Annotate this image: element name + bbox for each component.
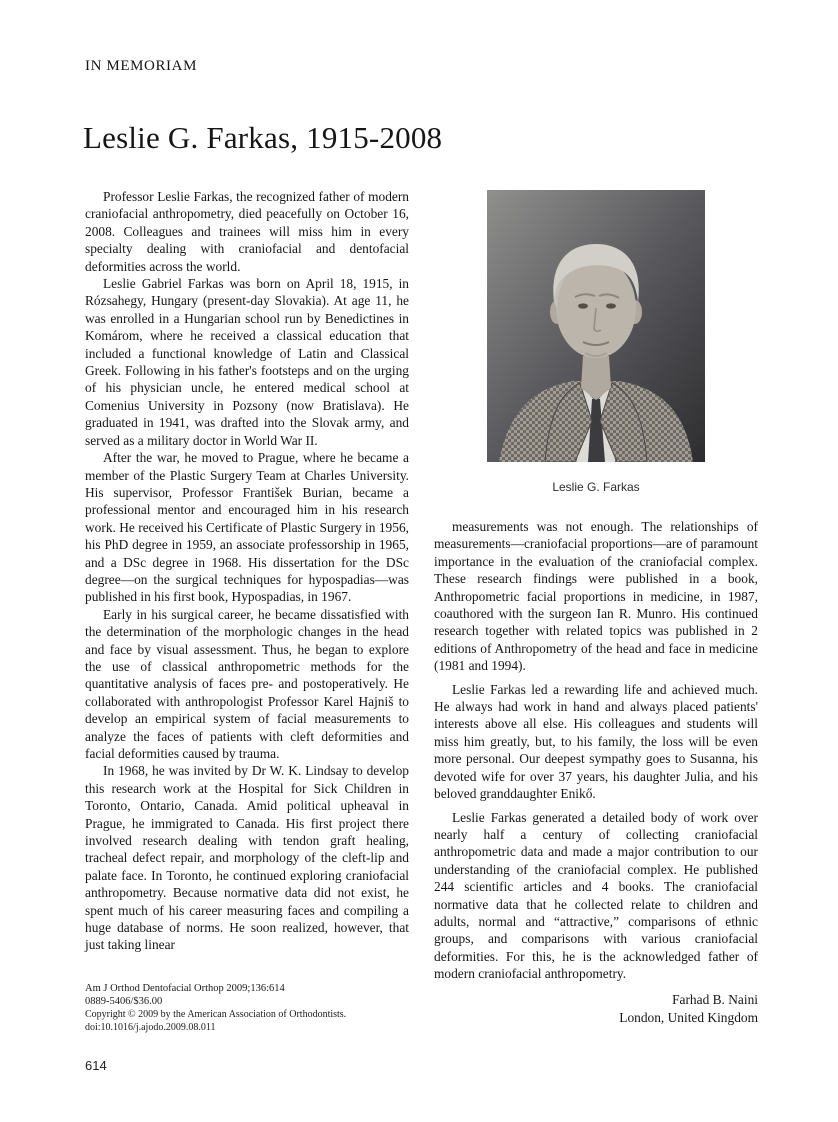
body-paragraph: In 1968, he was invited by Dr W. K. Lindsay to develop this research work at the Hospital for Sick Children in Toronto, Ontario, Canada. Amid political upheaval in Prague, he immigrated to Canada. His first project there involved research dealing with tendon graft healing, tracheal defect repair, and morphology of the cleft-lip and palate face. In Toronto, he continued exploring craniofacial anthropometry. Because normative data did not exist, he spent much of his career measuring faces and compiling a huge database of norms. He soon realized, however, that just taking linear [85,763,409,953]
footnote-doi: doi:10.1016/j.ajodo.2009.08.011 [85,1022,216,1033]
body-paragraph: Early in his surgical career, he became dissatisfied with the determination of the morphologic changes in the head and face by visual assessment. Thus, he began to explore the use of classical anthropometric methods for the quantitative analysis of faces pre- and postoperatively. He collaborated with anthropologist Professor Karel Hajniš to develop an empirical system of facial measurements to analyze the faces of patients with cleft deformities and facial deformities caused by trauma. [85,606,409,761]
signature-name: Farhad B. Naini [672,991,758,1007]
left-column [85,188,409,954]
portrait-photo-image [487,190,705,462]
right-column [434,188,758,1027]
body-paragraph: After the war, he moved to Prague, where he became a member of the Plastic Surgery Team at Charles University. His supervisor, Professor František Burian, became a professional mentor and encouraged him in his research work. He received his Certificate of Plastic Surgery in 1956, his PhD degree in 1959, an associate professorship in 1965, and a DSc degree in 1968. His dissertation for the DSc degree—on the surgical techniques for hypospadias—was published in his first book, Hypospadias, in 1967. [85,450,409,605]
body-paragraph: Leslie Gabriel Farkas was born on April 18, 1915, in Rózsahegy, Hungary (present-day Slovakia). At age 11, he was enrolled in a Hungarian school run by Benedictines in Komárom, where he received a classical education that included a functional knowledge of Latin and Classical Greek. Following in his father's footsteps and on the urging of his physician uncle, he entered medical school at Comenius University in Pozsony (now Bratislava). He graduated in 1941, was drafted into the Slovak army, and served as a military doctor in World War II. [85,276,409,448]
photo-caption: Leslie G. Farkas [552,480,640,494]
body-paragraph: measurements was not enough. The relationships of measurements—craniofacial proportions—are of paramount importance in the evaluation of the craniofacial complex. These research findings were published in a book, Anthropometric facial proportions in medicine, in 1987, coauthored with the surgeon Ian R. Munro. His continued research together with related topics was published in 2 editions of Anthropometry of the head and face in medicine (1981 and 1994). [434,519,758,674]
portrait-photo [487,190,705,462]
footnote-copyright: Copyright © 2009 by the American Association of Orthodontists. [85,1009,347,1020]
article-title: Leslie G. Farkas, 1915-2008 [83,120,443,155]
footnote-citation: Am J Orthod Dentofacial Orthop 2009;136:614 [85,983,285,994]
page-number: 614 [85,1058,107,1073]
footnote-issn-price: 0889-5406/$36.00 [85,996,163,1007]
right-column-text [434,518,758,983]
section-label: IN MEMORIAM [85,58,198,74]
body-paragraph: Professor Leslie Farkas, the recognized father of modern craniofacial anthropometry, died peacefully on October 16, 2008. Colleagues and trainees will miss him in every specialty dealing with craniofacial and dentofacial deformities across the world. [85,189,409,274]
body-paragraph: Leslie Farkas led a rewarding life and achieved much. He always had work in hand and always placed patients' interests above all else. His colleagues and students will miss him greatly, but, to his family, the loss will be even more personal. Our deepest sympathy goes to Susanna, his devoted wife for over 37 years, his daughter Julia, and his beloved granddaughter Enikő. [434,681,758,802]
footnote-block [85,982,415,1034]
body-paragraph: Leslie Farkas generated a detailed body of work over nearly half a century of collecting craniofacial anthropometric data and made a major contribution to our understanding of the craniofacial complex. He published 244 scientific articles and 4 books. The craniofacial normative data that he collected relate to children and adults, normal and “attractive,” comparisons of ethnic groups, and comparisons with various craniofacial deformities. For this, he is the acknowledged father of modern craniofacial anthropometry. [434,809,758,982]
signature-location: London, United Kingdom [619,1009,758,1025]
signature-block [434,991,758,1027]
